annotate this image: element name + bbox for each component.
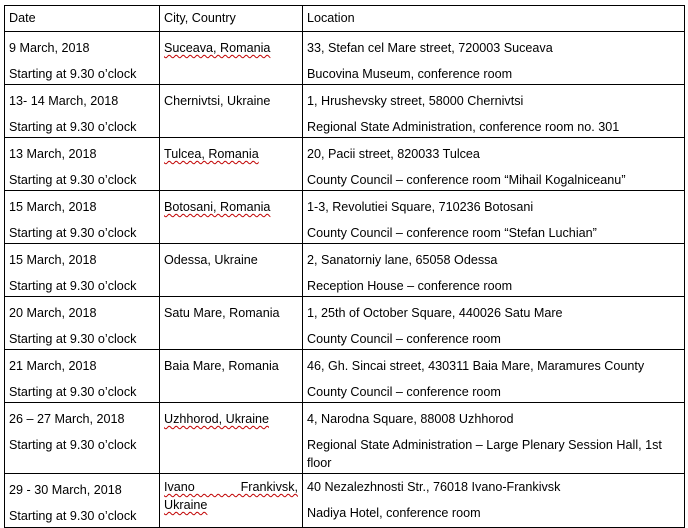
date-text: 13- 14 March, 2018 (9, 94, 119, 108)
city-text-line1: Ivano Frankivsk, (164, 480, 298, 494)
location-cell (303, 403, 685, 474)
date-cell (5, 474, 160, 528)
table-row (5, 350, 685, 403)
date-cell (5, 244, 160, 297)
table-row (5, 403, 685, 474)
address-text: 1, Hrushevsky street, 58000 Chernivtsi (307, 94, 524, 108)
time-text: Starting at 9.30 o’clock (9, 67, 137, 81)
venue-text: County Council – conference room “Mihail Kogalniceanu” (307, 173, 626, 187)
date-cell (5, 85, 160, 138)
time-text: Starting at 9.30 o’clock (9, 438, 137, 452)
location-cell (303, 32, 685, 85)
date-cell (5, 191, 160, 244)
time-text: Starting at 9.30 o’clock (9, 120, 137, 134)
venue-text: Bucovina Museum, conference room (307, 67, 513, 81)
address-text: 33, Stefan cel Mare street, 720003 Suceava (307, 41, 553, 55)
address-text: 1, 25th of October Square, 440026 Satu Mare (307, 306, 563, 320)
venue-text: Nadiya Hotel, conference room (307, 506, 481, 520)
city-cell (160, 191, 303, 244)
events-table (4, 5, 685, 528)
city-cell (160, 403, 303, 474)
address-text: 46, Gh. Sincai street, 430311 Baia Mare, Maramures County (307, 359, 645, 373)
date-text: 15 March, 2018 (9, 253, 97, 267)
venue-text: County Council – conference room (307, 385, 501, 399)
city-cell (160, 32, 303, 85)
city-text: Baia Mare, Romania (164, 359, 279, 373)
city-text: Chernivtsi, Ukraine (164, 94, 271, 108)
date-text: 26 – 27 March, 2018 (9, 412, 125, 426)
city-text: Tulcea, Romania (164, 147, 259, 161)
address-text: 4, Narodna Square, 88008 Uzhhorod (307, 412, 514, 426)
location-cell (303, 191, 685, 244)
header-date: Date (5, 6, 160, 32)
time-text: Starting at 9.30 o’clock (9, 332, 137, 346)
venue-text: County Council – conference room (307, 332, 501, 346)
time-text: Starting at 9.30 o’clock (9, 173, 137, 187)
city-text: Uzhhorod, Ukraine (164, 412, 269, 426)
date-text: 29 - 30 March, 2018 (9, 483, 122, 497)
city-text: Odessa, Ukraine (164, 253, 258, 267)
city-text: Satu Mare, Romania (164, 306, 280, 320)
date-text: 9 March, 2018 (9, 41, 90, 55)
address-text: 2, Sanatorniy lane, 65058 Odessa (307, 253, 498, 267)
table-row (5, 244, 685, 297)
date-cell (5, 350, 160, 403)
date-cell (5, 138, 160, 191)
location-cell (303, 350, 685, 403)
location-cell (303, 244, 685, 297)
table-row (5, 138, 685, 191)
location-cell (303, 85, 685, 138)
time-text: Starting at 9.30 o’clock (9, 509, 137, 523)
city-cell (160, 350, 303, 403)
header-city: City, Country (160, 6, 303, 32)
table-row (5, 32, 685, 85)
date-text: 20 March, 2018 (9, 306, 97, 320)
table-row (5, 297, 685, 350)
header-location: Location (303, 6, 685, 32)
city-cell (160, 85, 303, 138)
venue-text: County Council – conference room “Stefan Luchian” (307, 226, 597, 240)
city-cell (160, 474, 303, 528)
header-row (5, 6, 685, 32)
table-row (5, 85, 685, 138)
date-text: 21 March, 2018 (9, 359, 97, 373)
city-text: Botosani, Romania (164, 200, 271, 214)
time-text: Starting at 9.30 o’clock (9, 279, 137, 293)
address-text: 1-3, Revolutiei Square, 710236 Botosani (307, 200, 534, 214)
table-row (5, 474, 685, 528)
date-text: 15 March, 2018 (9, 200, 97, 214)
date-text: 13 March, 2018 (9, 147, 97, 161)
location-cell (303, 138, 685, 191)
city-text: Suceava, Romania (164, 41, 271, 55)
date-cell (5, 32, 160, 85)
location-cell (303, 297, 685, 350)
date-cell (5, 403, 160, 474)
address-text: 40 Nezalezhnosti Str., 76018 Ivano-Frankivsk (307, 480, 561, 494)
address-text: 20, Pacii street, 820033 Tulcea (307, 147, 480, 161)
date-cell (5, 297, 160, 350)
city-cell (160, 244, 303, 297)
city-cell (160, 138, 303, 191)
venue-text: Regional State Administration – Large Plenary Session Hall, 1st floor (307, 438, 662, 470)
city-cell (160, 297, 303, 350)
time-text: Starting at 9.30 o’clock (9, 385, 137, 399)
location-cell (303, 474, 685, 528)
table-row (5, 191, 685, 244)
time-text: Starting at 9.30 o’clock (9, 226, 137, 240)
venue-text: Regional State Administration, conference room no. 301 (307, 120, 620, 134)
venue-text: Reception House – conference room (307, 279, 513, 293)
city-text-line2: Ukraine (164, 498, 208, 512)
